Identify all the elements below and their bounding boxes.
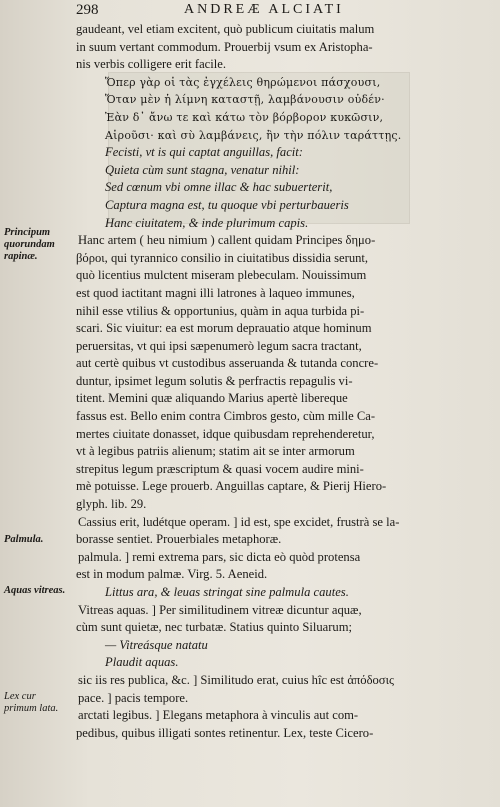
text-line: cùm sunt quietæ, nec turbatæ. Statius quinto Siluarum; xyxy=(76,620,352,635)
text-line: vt à legibus patriis alienum; statim ait se inter armorum xyxy=(76,444,355,459)
text-line: Cassius erit, ludétque operam. ] id est, spe excidet, frustrà se la- xyxy=(78,514,400,529)
text-line: est quod iactitant magni illi latrones à laqueo immunes, xyxy=(76,285,355,300)
verse-line: — Vitreásque natatu xyxy=(105,637,208,652)
text-line: scari. Sic viuitur: ea est morum deprauatio atque hominum xyxy=(76,321,372,336)
text-line: quò licentius mulctent miseram plebeculam. Nouissimum xyxy=(76,268,367,283)
text-line: Hanc artem ( heu nimium ) callent quidam Principes δημο- xyxy=(78,233,376,248)
text-line: pedibus, quibus illigati sontes retinentur. Lex, teste Cicero- xyxy=(76,725,374,740)
verse-line: Littus ara, & leuas stringat sine palmula cautes. xyxy=(105,585,349,599)
running-head: ANDREÆ ALCIATI xyxy=(184,2,344,17)
text-line: βόροι, qui tyrannico consilio in ciuitatibus dissidia serunt, xyxy=(76,250,369,265)
text-line: nis verbis colligere erit facile. xyxy=(76,57,227,72)
body-text xyxy=(76,21,466,742)
text-line: glyph. lib. 29. xyxy=(76,497,147,512)
text-line: aut certè quibus vt custodibus asseruanda & tutanda concre- xyxy=(76,356,379,371)
verse-line: Plaudit aquas. xyxy=(105,655,179,670)
greek-verse-line: Ὅπερ γὰρ οἱ τὰς ἐγχέλεις θηρώμενοι πάσχουσι, xyxy=(105,75,381,89)
text-line: est in modum palmæ. Virg. 5. Aeneid. xyxy=(76,567,268,582)
text-line: fassus est. Bello enim contra Cimbros gesto, cùm mille Ca- xyxy=(76,409,376,424)
text-line: borasse sentiet. Prouerbiales metaphoræ. xyxy=(76,532,282,547)
greek-verse-line: Αἱροῦσι· καὶ σὺ λαμβάνεις, ἢν τὴν πόλιν ταράττῃς. xyxy=(105,128,402,142)
greek-verse-line: Ἐὰν δ᾽ ἄνω τε καὶ κάτω τὸν βόρβορον κυκῶσιν, xyxy=(105,110,384,124)
text-line: Vitreas aquas. ] Per similitudinem vitreæ dicuntur aquæ, xyxy=(78,602,362,617)
text-line: nihil esse vtilius & opportunius, quàm in aqua turbida pi- xyxy=(76,303,365,318)
verse-line: Sed cœnum vbi omne illac & hac subuerterit, xyxy=(105,180,333,195)
text-line: strepitus legum præscriptum & quasi vocem audire mini- xyxy=(76,461,364,476)
text-line: sic iis res publica, &c. ] Similitudo erat, cuius hîc est ἀπόδοσις xyxy=(78,672,394,687)
verse-line: Quieta cùm sunt stagna, venatur nihil: xyxy=(105,162,300,177)
margin-note: Aquas vitreas. xyxy=(4,585,66,596)
text-line: in suum vertant commodum. Prouerbij vsum ex Aristopha- xyxy=(76,39,373,54)
page-header xyxy=(76,2,466,22)
margin-note: Lex cur primum lata. xyxy=(4,691,59,714)
text-line: titent. Memini quæ aliquando Marius apertè libereque xyxy=(76,391,348,406)
text-line: mertes ciuitate donasset, idque quibusdam reprehenderetur, xyxy=(76,426,375,441)
margin-note: Principum quorundam rapinæ. xyxy=(4,227,55,262)
text-line: palmula. ] remi extrema pars, sic dicta eò quòd protensa xyxy=(78,549,361,564)
verse-line: Hanc ciuitatem, & inde plurimum capis. xyxy=(105,215,309,230)
greek-verse-line: Ὅταν μὲν ἡ λίμνη καταστῇ, λαμβάνουσιν οὐδέν· xyxy=(105,93,385,107)
text-line: peruersitas, vt qui ipsi sæpenumerò legum sacra tractant, xyxy=(76,338,362,353)
text-line: pace. ] pacis tempore. xyxy=(78,690,189,705)
verse-line: Fecisti, vt is qui captat anguillas, facit: xyxy=(105,145,303,160)
verse-line: Captura magna est, tu quoque vbi perturbaueris xyxy=(105,197,349,212)
text-line: duntur, ipsimet legum solutis & perfractis repagulis vi- xyxy=(76,373,353,388)
text-line: gaudeant, vel etiam excitent, quò publicum ciuitatis malum xyxy=(76,22,375,36)
page-number: 298 xyxy=(76,2,99,18)
text-line: arctati legibus. ] Elegans metaphora à vinculis aut com- xyxy=(78,708,359,723)
text-line: mè potuisse. Lege prouerb. Anguillas captare, & Pierij Hiero- xyxy=(76,479,387,494)
margin-note: Palmula. xyxy=(4,534,44,545)
